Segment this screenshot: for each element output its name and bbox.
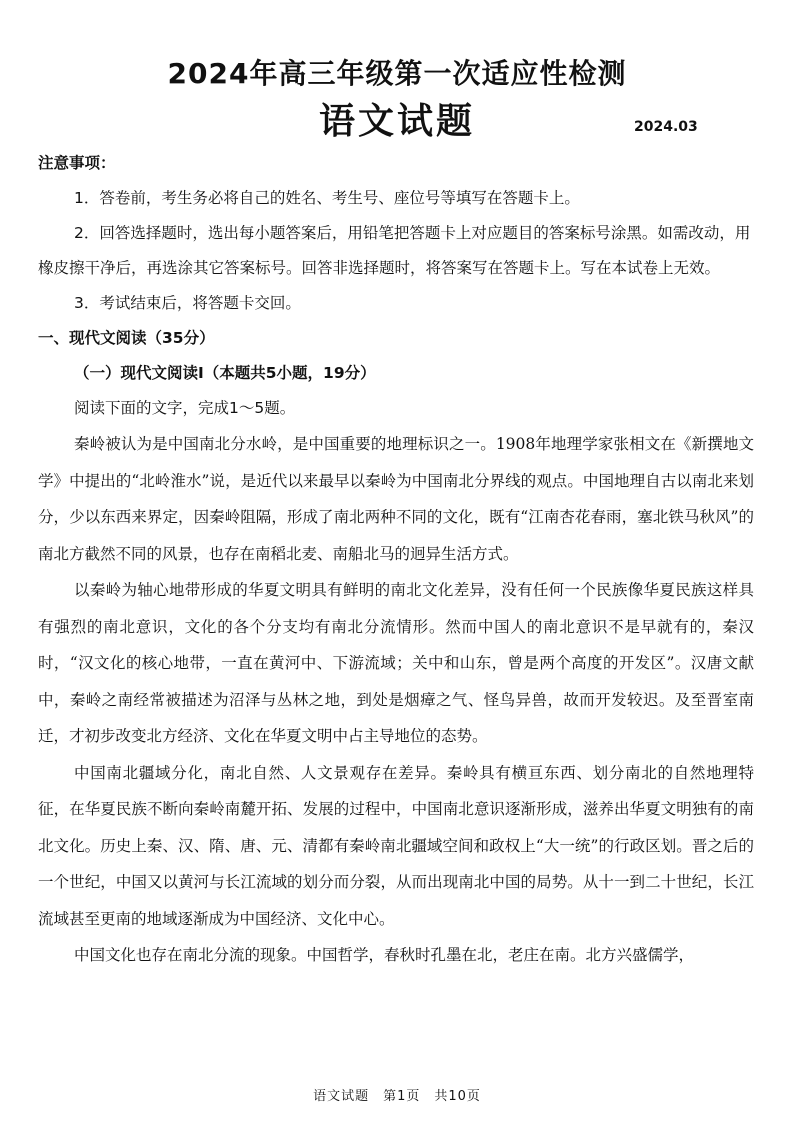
notice-item-1: 1．答卷前，考生务必将自己的姓名、考生号、座位号等填写在答题卡上。 (74, 189, 580, 207)
exam-date: 2024.03 (634, 119, 698, 135)
passage-paragraph-1: 秦岭被认为是中国南北分水岭，是中国重要的地理标识之一。1908年地理学家张相文在《新撰地文学》中提出的“北岭淮水”说，是近代以来最早以秦岭为中国南北分界线的观点。中国地理自古以南北来划分，少以东西来界定，因秦岭阻隔，形成了南北两种不同的文化，既有“江南杏花春雨，塞北铁马秋风”的南北方截然不同的风景，也存在南稻北麦、南船北马的迥异生活方式。 (38, 435, 754, 563)
passage-paragraph-2: 以秦岭为轴心地带形成的华夏文明具有鲜明的南北文化差异，没有任何一个民族像华夏民族这样具有强烈的南北意识，文化的各个分支均有南北分流情形。然而中国人的南北意识不是早就有的，秦汉时，“汉文化的核心地带，一直在黄河中、下游流域；关中和山东，曾是两个高度的开发区”。汉唐文献中，秦岭之南经常被描述为沼泽与丛林之地，到处是烟瘴之气、怪鸟异兽，故而开发较迟。及至晋室南迁，才初步改变北方经济、文化在华夏文明中占主导地位的态势。 (38, 581, 754, 745)
notice-heading: 注意事项： (38, 154, 116, 172)
reading-instruction: 阅读下面的文字，完成1～5题。 (74, 399, 296, 417)
passage-paragraph-4: 中国文化也存在南北分流的现象。中国哲学，春秋时孔墨在北，老庄在南。北方兴盛儒学， (74, 946, 695, 964)
passage-paragraph-3: 中国南北疆域分化，南北自然、人文景观存在差异。秦岭具有横亘东西、划分南北的自然地理特征，在华夏民族不断向秦岭南麓开拓、发展的过程中，中国南北意识逐渐形成，滋养出华夏文明独有的南北文化。历史上秦、汉、隋、唐、元、清都有秦岭南北疆域空间和政权上“大一统”的行政区划。晋之后的一个世纪，中国又以黄河与长江流域的划分而分裂，从而出现南北中国的局势。从十一到二十世纪，长江流域甚至更南的地域逐渐成为中国经济、文化中心。 (38, 763, 754, 928)
exam-body (38, 146, 754, 974)
exam-title: 2024年高三年级第一次适应性检测 (167, 57, 627, 90)
exam-subtitle: 语文试题 (318, 101, 475, 142)
reading-passage (38, 426, 754, 974)
notice-item-3: 3．考试结束后，将答题卡交回。 (74, 294, 301, 312)
subsection-heading: （一）现代文阅读Ⅰ（本题共5小题，19分） (74, 364, 376, 382)
page-footer: 语文试题 第1页 共10页 (313, 1089, 481, 1104)
section-heading: 一、现代文阅读（35分） (38, 329, 215, 347)
notice-item-2: 2．回答选择题时，选出每小题答案后，用铅笔把答题卡上对应题目的答案标号涂黑。如需改动，用橡皮擦干净后，再选涂其它答案标号。回答非选择题时，将答案写在答题卡上。写在本试卷上无效。 (38, 224, 751, 277)
